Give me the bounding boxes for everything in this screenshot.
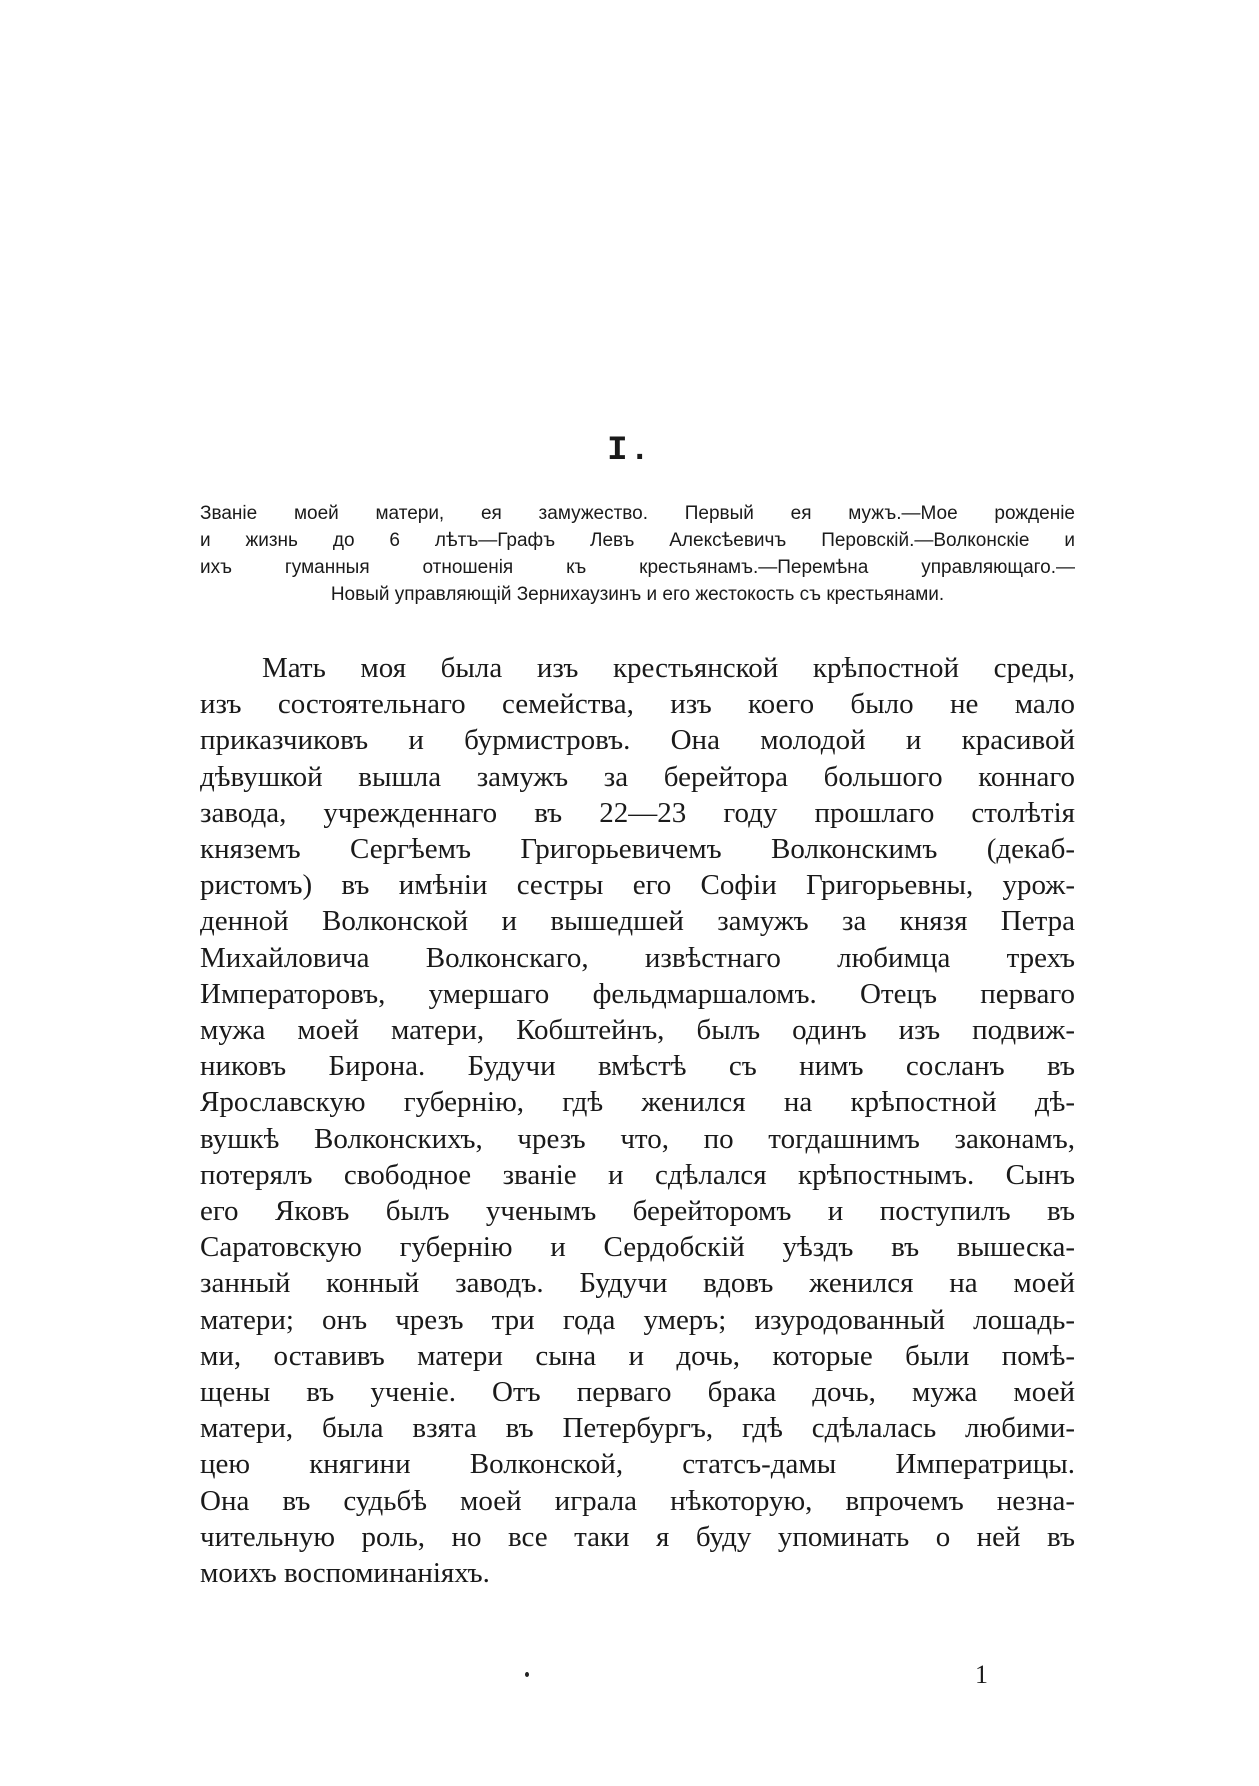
summary-line: и жизнь до 6 лѣтъ—Графъ Левъ Алексѣевичъ Перовскій.—Волконскіе и	[200, 530, 1075, 551]
body-line: приказчиковъ и бурмистровъ. Она молодой и красивой	[200, 724, 1075, 757]
body-line: вушкѣ Волконскихъ, чрезъ что, по тогдашнимъ законамъ,	[200, 1122, 1075, 1155]
body-line: Саратовскую губернію и Сердобскій уѣздъ въ вышеска-	[200, 1231, 1075, 1264]
body-line: Мать моя была изъ крестьянской крѣпостной среды,	[262, 652, 1075, 684]
body-line: княземъ Сергѣемъ Григорьевичемъ Волконскимъ (декаб-	[200, 833, 1075, 866]
body-line: Ярославскую губернію, гдѣ женился на крѣпостной дѣ-	[200, 1086, 1075, 1119]
summary-line: Званіе моей матери, ея замужество. Первый ея мужъ.—Мое рожденіе	[200, 503, 1075, 524]
body-line: мужа моей матери, Кобштейнъ, былъ одинъ изъ подвиж-	[200, 1014, 1075, 1047]
body-line: занный конный заводъ. Будучи вдовъ женился на моей	[200, 1267, 1075, 1300]
chapter-summary	[200, 500, 1075, 608]
body-paragraph	[200, 650, 1075, 1591]
body-line: чительную роль, но все таки я буду упоминать о ней въ	[200, 1520, 1075, 1553]
body-line: Михайловича Волконскаго, извѣстнаго любимца трехъ	[200, 941, 1075, 974]
body-line: Императоровъ, умершаго фельдмаршаломъ. Отецъ перваго	[200, 977, 1075, 1010]
body-line: изъ состоятельнаго семейства, изъ коего было не мало	[200, 688, 1075, 721]
body-line: цею княгини Волконской, статсъ-дамы Императрицы.	[200, 1448, 1075, 1481]
body-line: денной Волконской и вышедшей замужъ за князя Петра	[200, 905, 1075, 938]
summary-line: ихъ гуманныя отношенія къ крестьянамъ.—Перемѣна управляющаго.—	[200, 557, 1075, 578]
body-line: потерялъ свободное званіе и сдѣлался крѣпостнымъ. Сынъ	[200, 1158, 1075, 1191]
body-line: завода, учрежденнаго въ 22—23 году прошлаго столѣтія	[200, 796, 1075, 829]
body-line: дѣвушкой вышла замужъ за берейтора большого коннаго	[200, 760, 1075, 793]
body-line: никовъ Бирона. Будучи вмѣстѣ съ нимъ сосланъ въ	[200, 1050, 1075, 1083]
body-line: матери; онъ чрезъ три года умеръ; изуродованный лошадь-	[200, 1303, 1075, 1336]
body-line: ми, оставивъ матери сына и дочь, которые были помѣ-	[200, 1339, 1075, 1372]
chapter-number: I.	[607, 432, 652, 470]
body-line: Она въ судьбѣ моей играла нѣкоторую, впрочемъ незна-	[200, 1484, 1075, 1517]
page-number: 1	[975, 1660, 988, 1689]
body-line: моихъ воспоминаніяхъ.	[200, 1557, 490, 1590]
ink-speck	[525, 1672, 529, 1677]
body-line: щены въ ученіе. Отъ перваго брака дочь, мужа моей	[200, 1376, 1075, 1409]
body-line: матери, была взята въ Петербургъ, гдѣ сдѣлалась любими-	[200, 1412, 1075, 1445]
body-line: его Яковъ былъ ученымъ берейторомъ и поступилъ въ	[200, 1195, 1075, 1228]
body-line: ристомъ) въ имѣніи сестры его Софіи Григорьевны, урож-	[200, 869, 1075, 902]
summary-line: Новый управляющій Зернихаузинъ и его жестокость съ крестьянами.	[330, 584, 945, 605]
